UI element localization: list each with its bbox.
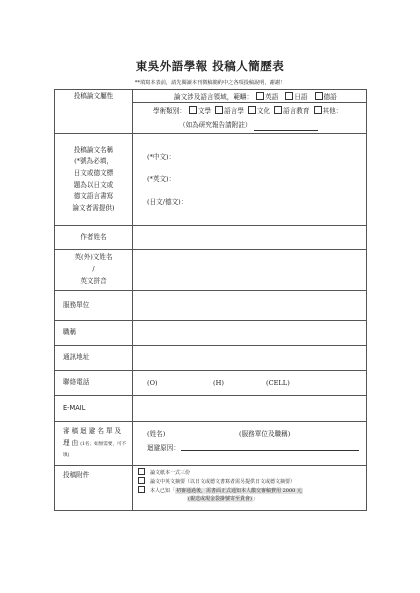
email-label: E-MAIL — [55, 396, 133, 422]
attachment-copies-text: 論文紙本一式三份 — [150, 470, 191, 476]
review-fee-notice: 初審通過後，需書面正式通知本人繳交審稿費用 2000 元 — [176, 488, 302, 494]
paper-type-label: 投稿論文屬性 — [55, 90, 133, 134]
language-education-option: 語言教育 — [283, 106, 310, 115]
other-option: 其他： — [322, 106, 343, 115]
paper-title-label — [55, 134, 133, 226]
german-checkbox[interactable] — [315, 92, 323, 100]
foreign-name-label-line: 英(外)文姓名 — [74, 253, 113, 262]
literature-option: 文學 — [197, 106, 212, 115]
paper-title-label-line: 題為以日文或 — [73, 180, 114, 189]
title-japanese-german-field[interactable]: (日文/德文)： — [147, 197, 188, 206]
german-option: 德語 — [323, 93, 337, 101]
paper-title-label-line: 投稿論文名稱 — [73, 145, 114, 154]
review-avoidance-cell — [133, 422, 367, 466]
resume-form-table — [54, 89, 367, 511]
category-note: （如為研究報告請附註） — [179, 120, 252, 129]
review-avoidance-label-main: 審稿迴避名單及理由 — [63, 426, 124, 447]
title-chinese-field[interactable]: (*中文)： — [147, 152, 176, 161]
organization-field[interactable] — [133, 291, 367, 321]
english-option: 英語 — [265, 93, 279, 101]
other-checkbox[interactable] — [314, 106, 322, 114]
foreign-name-label-line: 英文拼音 — [80, 276, 107, 285]
other-category-input[interactable] — [254, 118, 318, 132]
position-label: 職稱 — [55, 321, 133, 346]
linguistics-checkbox[interactable] — [215, 106, 223, 114]
review-fee-delivery-note: (親送或現金袋掛號寄至貴會) — [188, 496, 252, 502]
author-name-field[interactable] — [133, 226, 367, 250]
japanese-option: 日語 — [294, 93, 308, 101]
english-checkbox[interactable] — [256, 92, 264, 100]
culture-option: 文化 — [256, 106, 271, 115]
author-name-label: 作者姓名 — [55, 226, 133, 250]
paper-title-label-line: 日文或德文標 — [73, 168, 114, 177]
address-label: 通訊地址 — [55, 346, 133, 371]
review-avoidance-label-note: (1名；如無需要，可不填) — [63, 441, 127, 459]
reviewer-name-field[interactable]: (姓名) — [147, 430, 166, 438]
culture-checkbox[interactable] — [248, 106, 256, 114]
literature-checkbox[interactable] — [189, 106, 197, 114]
instruction-note: **填寫本表前，請先閱讀本刊徵稿簡約中之各項投稿說明，謝謝！ — [134, 80, 286, 86]
foreign-name-label-line: / — [92, 265, 95, 274]
phone-label: 聯絡電話 — [55, 371, 133, 396]
category-cell — [133, 103, 367, 134]
paper-title-cell[interactable] — [133, 134, 367, 226]
review-avoidance-label — [55, 422, 133, 466]
language-field-prefix: 論文涉及語言領域，範疇： — [174, 93, 254, 101]
attachment-abstract-checkbox[interactable] — [138, 477, 145, 484]
attachments-cell — [133, 466, 367, 511]
phone-office-field[interactable]: (O) — [147, 379, 158, 387]
paper-title-label-line: (*號為必填， — [74, 157, 113, 166]
paper-title-label-line: 論文者需提供) — [72, 203, 115, 212]
phone-mobile-field[interactable]: (CELL) — [266, 379, 290, 387]
attachment-fee-end: 」 — [252, 496, 258, 502]
phone-cell — [133, 371, 367, 396]
language-education-checkbox[interactable] — [274, 106, 282, 114]
category-prefix: 學術類別： — [153, 106, 186, 115]
address-field[interactable] — [133, 346, 367, 371]
attachment-fee-checkbox[interactable] — [138, 486, 145, 493]
language-field-cell — [133, 90, 367, 103]
position-field[interactable] — [133, 321, 367, 346]
organization-label: 服務單位 — [55, 291, 133, 321]
attachment-abstract-text: 論文中英文摘要（以日文或德文書寫者需另提供日文或德文摘要） — [150, 479, 296, 485]
linguistics-option: 語言學 — [224, 106, 244, 115]
avoidance-reason-label: 迴避原因： — [147, 444, 180, 452]
page-title: 東吳外語學報 投稿人簡歷表 — [135, 59, 285, 73]
avoidance-reason-input[interactable] — [181, 442, 359, 451]
title-english-field[interactable]: (*英文)： — [147, 175, 176, 184]
japanese-checkbox[interactable] — [285, 92, 293, 100]
paper-title-label-line: 德文語言書寫 — [73, 192, 114, 201]
attachments-label: 投稿附件 — [55, 466, 133, 511]
reviewer-org-field[interactable]: (服務單位及職稱) — [239, 430, 291, 438]
foreign-name-field[interactable] — [133, 250, 367, 291]
attachment-fee-text: 本人已知「 — [150, 488, 176, 494]
foreign-name-label — [55, 250, 133, 291]
attachment-copies-checkbox[interactable] — [138, 468, 145, 475]
email-field[interactable] — [133, 396, 367, 422]
phone-home-field[interactable]: (H) — [213, 379, 224, 387]
